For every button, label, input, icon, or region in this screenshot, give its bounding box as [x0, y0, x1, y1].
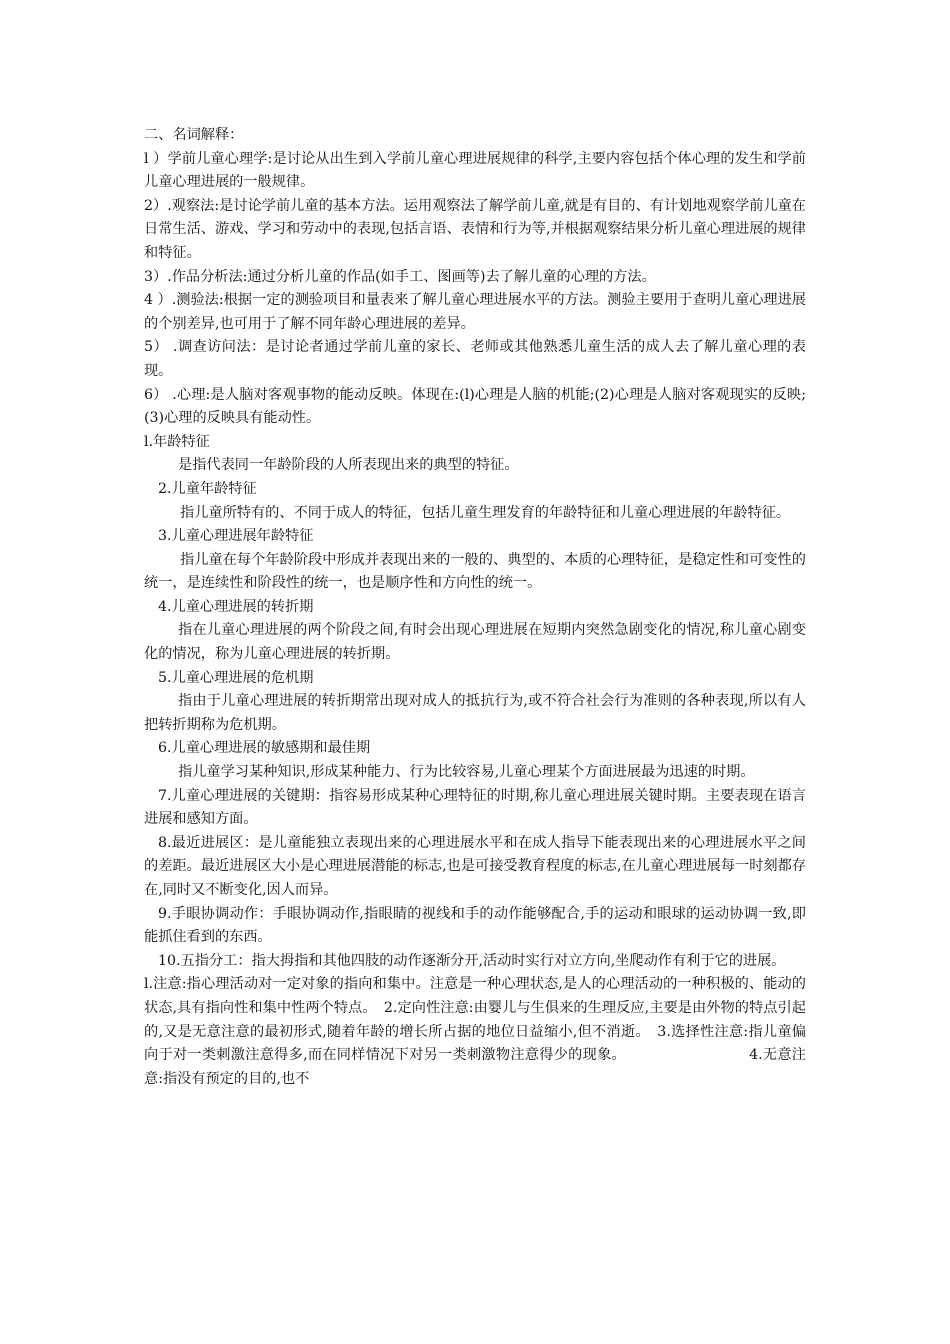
term-heading-crisis-period: 5.儿童心理进展的危机期 — [158, 669, 314, 686]
term-definition-psych-development-age-characteristics: 指儿童在每个年龄阶段中形成并表现出来的一般的、典型的、本质的心理特征，是稳定性和可变性的统一，是连续性和阶段性的统一，也是顺序性和方向性的统一。 — [144, 551, 806, 592]
term-definition-turning-period: 指在儿童心理进展的两个阶段之间,有时会出现心理进展在短期内突然急剧变化的情况,称儿童心剧变化的情况，称为儿童心理进展的转折期。 — [144, 622, 806, 663]
term-heading-child-age-characteristics: 2.儿童年龄特征 — [158, 480, 257, 497]
term-zone-of-proximal-development: 8.最近进展区：是儿童能独立表现出来的心理进展水平和在成人指导下能表现出来的心理进展水平之间的差距。最近进展区大小是心理进展潜能的标志,也是可接受教育程度的标志,在儿童心理进展每一时刻都存在,同时又不断变化,因人而异。 — [144, 834, 806, 898]
term-definition-child-age-characteristics: 指儿童所特有的、不同于成人的特征，包括儿童生理发育的年龄特征和儿童心理进展的年龄特征。 — [180, 504, 791, 521]
paragraph-test-method: 4 ）.测验法:根据一定的测验项目和量表来了解儿童心理进展水平的方法。测验主要用于查明儿童心理进展的个别差异,也可用于了解不同年龄心理进展的差异。 — [144, 292, 806, 332]
section-title: 二、名词解释： — [144, 127, 244, 143]
term-critical-period: 7.儿童心理进展的关键期：指容易形成某种心理特征的时期,称儿童心理进展关键时期。主要表现在语言进展和感知方面。 — [144, 787, 806, 828]
term-finger-division: 10.五指分工：指大拇指和其他四肢的动作逐渐分开,活动时实行对立方向,坐爬动作有利于它的进展。 — [158, 952, 786, 969]
paragraph-psychology-definition: 6） .心理:是人脑对客观事物的能动反映。体现在:(l)心理是人脑的机能;(2)心理是人脑对客观现实的反映;(3)心理的反映具有能动性。 — [144, 386, 806, 427]
paragraph-work-analysis-method: 3）.作品分析法:通过分析儿童的作品(如手工、图画等)去了解儿童的心理的方法。 — [144, 268, 656, 285]
document-page — [144, 124, 806, 1091]
term-heading-age-characteristics: l.年龄特征 — [144, 433, 210, 450]
paragraph-survey-method: 5） .调查访问法：是讨论者通过学前儿童的家长、老师或其他熟悉儿童生活的成人去了解儿童心理的表现。 — [144, 339, 806, 379]
paragraph-observation-method: 2）.观察法:是讨论学前儿童的基本方法。运用观察法了解学前儿童,就是有目的、有计划地观察学前儿童在日常生活、游戏、学习和劳动中的表现,包括言语、表情和行为等,并根据观察结果分析儿童心理进展的规律和特征。 — [144, 197, 806, 261]
term-definition-age-characteristics: 是指代表同一年龄阶段的人所表现出来的典型的特征。 — [178, 457, 519, 474]
term-heading-turning-period: 4.儿童心理进展的转折期 — [158, 598, 314, 615]
term-definition-sensitive-period: 指儿童学习某种知识,形成某种能力、行为比较容易,儿童心理某个方面进展最为迅速的时期。 — [178, 764, 755, 781]
term-definition-crisis-period: 指由于儿童心理进展的转折期常出现对成人的抵抗行为,或不符合社会行为准则的各种表现,所以有人把转折期称为危机期。 — [144, 693, 806, 733]
term-heading-sensitive-period: 6.儿童心理进展的敏感期和最佳期 — [158, 740, 371, 757]
term-heading-psych-development-age-characteristics: 3.儿童心理进展年龄特征 — [158, 528, 314, 545]
term-hand-eye-coordination: 9.手眼协调动作：手眼协调动作,指眼睛的视线和手的动作能够配合,手的运动和眼球的运动协调一致,即能抓住看到的东西。 — [144, 905, 806, 946]
paragraph-preschool-psychology: l ）学前儿童心理学:是讨论从出生到入学前儿童心理进展规律的科学,主要内容包括个体心理的发生和学前儿童心理进展的一般规律。 — [144, 150, 806, 191]
paragraph-attention-terms: l.注意:指心理活动对一定对象的指向和集中。注意是一种心理状态,是人的心理活动的一种积极的、能动的状态,具有指向性和集中性两个特点。 2.定向性注意:由婴儿与生俱来的生理反应,主要是由外物的特点引起的,又是无意注意的最初形式,随着年龄的增长所占据的地位日益缩小,但不消逝。 3.选择性注意:指儿童偏向于对一类刺激注意得多,而在同样情况下对另一类刺激物注意得少的现象。 4.无意注意:指没有预定的目的,也不 — [144, 976, 806, 1087]
